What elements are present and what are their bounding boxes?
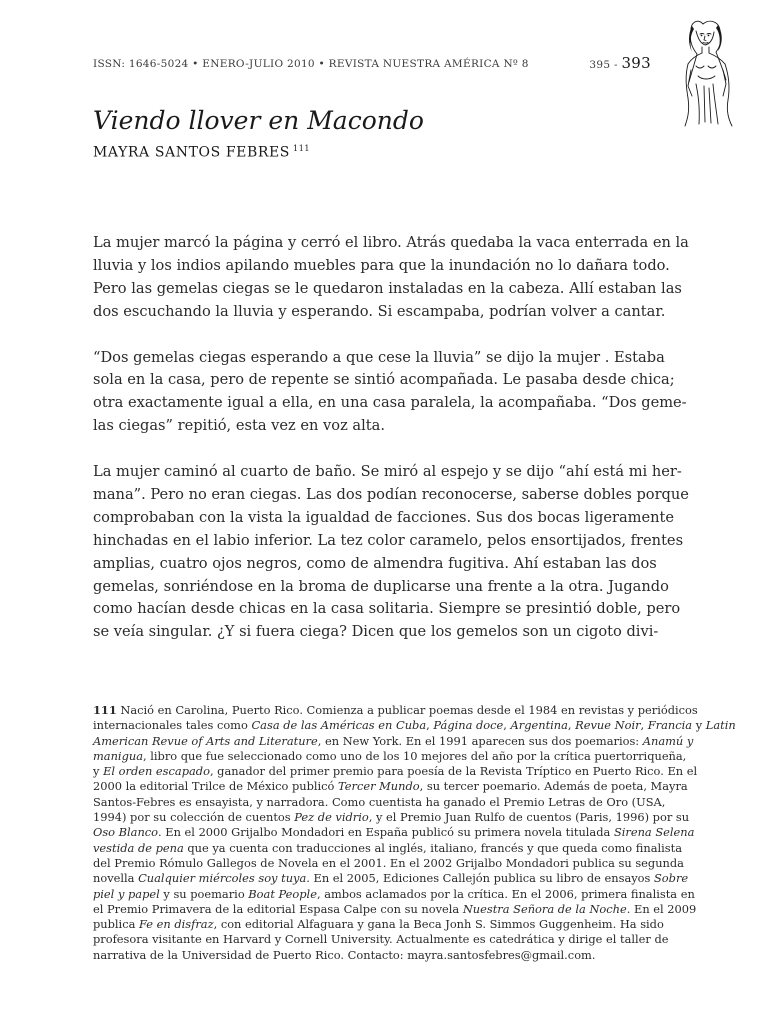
journal-info: ISSN: 1646-5024 • ENERO-JULIO 2010 • REVISTA NUESTRA AMÉRICA Nº 8	[93, 58, 529, 70]
footnote-number: 111	[93, 703, 117, 717]
text-line: lluvia y los indios apilando muebles para que la inundación no lo dañara todo.	[93, 256, 670, 274]
footnote-line: American Revue of Arts and Literature, en New York. En el 1991 aparecen sus dos poemarios: Anamú y	[93, 733, 694, 748]
text-line: mana”. Pero no eran ciegas. Las dos podían reconocerse, saberse dobles porque	[93, 485, 689, 503]
page-range: 395 -	[589, 59, 618, 71]
text-line: las ciegas” repitió, esta vez en voz alta.	[93, 417, 385, 435]
pen-drawing-of-woman-icon	[676, 14, 742, 130]
footnote-line: del Premio Rómulo Gallegos de Novela en el 2001. En el 2002 Grijalbo Mondadori publica su segunda	[93, 855, 684, 870]
footnote-line: 2000 la editorial Trilce de México publicó Tercer Mundo, su tercer poemario. Además de poeta, Mayra	[93, 779, 688, 794]
text-line: La mujer caminó al cuarto de baño. Se miró al espejo y se dijo “ahí está mi her-	[93, 463, 682, 481]
footnote-reference: 111	[293, 144, 311, 153]
footnote-line: Oso Blanco. En el 2000 Grijalbo Mondadori en España publicó su primera novela titulada Sirena Selena	[93, 825, 695, 840]
footnote-line: novella Cualquier miércoles soy tuya. En el 2005, Ediciones Callejón publica su libro de ensayos Sobre	[93, 871, 689, 886]
text-line: “Dos gemelas ciegas esperando a que cese la lluvia” se dijo la mujer . Estaba	[93, 348, 665, 366]
running-header	[93, 56, 653, 76]
text-line: hinchadas en el labio inferior. La tez color caramelo, pelos ensortijados, frentes	[93, 531, 684, 549]
footnote-line: y El orden escapado, ganador del primer premio para poesía de la Revista Tríptico en Puerto Rico. En el	[93, 764, 698, 779]
footnote-line: el Premio Primavera de la editorial Espasa Calpe con su novela Nuestra Señora de la Noche. En el 2009	[93, 901, 697, 916]
text-line: La mujer marcó la página y cerró el libro. Atrás quedaba la vaca enterrada en la	[93, 234, 689, 251]
text-line: sola en la casa, pero de repente se sintió acompañada. Le pasaba desde chica;	[93, 371, 675, 389]
page-number: 393	[621, 54, 651, 72]
text-line: se veía singular. ¿Y si fuera ciega? Dicen que los gemelos son un cigoto divi-	[93, 623, 659, 641]
body-paragraph	[93, 347, 687, 439]
body-paragraph	[93, 232, 689, 324]
article-body	[93, 232, 689, 667]
footnote-line: 1994) por su colección de cuentos Pez de vidrio, y el Premio Juan Rulfo de cuentos (Paris, 1996) por su	[93, 810, 690, 825]
footnote-line: vestida de pena que ya cuenta con traducciones al inglés, italiano, francés y que queda como finalista	[93, 840, 682, 855]
author-name: MAYRA SANTOS FEBRES	[93, 144, 291, 161]
body-paragraph	[93, 461, 689, 644]
footnote-line: narrativa de la Universidad de Puerto Rico. Contacto: mayra.santosfebres@gmail.com.	[93, 947, 596, 962]
footnote-line: internacionales tales como Casa de las Américas en Cuba, Página doce, Argentina, Revue Noir, Francia y Latin	[93, 718, 736, 733]
page-numbers	[589, 54, 651, 72]
footnote-line: manigua, libro que fue seleccionado como uno de los 10 mejores del año por la crítica puertorriqueña,	[93, 748, 687, 763]
footnote-line: Santos-Febres es ensayista, y narradora. Como cuentista ha ganado el Premio Letras de Oro (USA,	[93, 794, 666, 809]
footnote-line: 111 Nació en Carolina, Puerto Rico. Comienza a publicar poemas desde el 1984 en revistas y periódicos	[93, 703, 698, 717]
text-line: como hacían desde chicas en la casa solitaria. Siempre se presintió doble, pero	[93, 600, 681, 618]
text-line: gemelas, sonriéndose en la broma de duplicarse una frente a la otra. Jugando	[93, 577, 669, 595]
text-line: dos escuchando la lluvia y esperando. Si escampaba, podrían volver a cantar.	[93, 302, 666, 320]
text-line: amplias, cuatro ojos negros, como de almendra fugitiva. Ahí estaban las dos	[93, 554, 657, 572]
footnote-line: publica Fe en disfraz, con editorial Alfaguara y gana la Beca Jonh S. Simmos Guggenheim. Ha sido	[93, 917, 664, 932]
text-line: comprobaban con la vista la igualdad de facciones. Sus dos bocas ligeramente	[93, 508, 675, 526]
footnote-line: profesora visitante en Harvard y Cornell University. Actualmente es catedrática y dirige el taller de	[93, 932, 669, 947]
article-author	[93, 144, 310, 161]
text-line: otra exactamente igual a ella, en una casa paralela, la acompañaba. “Dos geme-	[93, 394, 687, 412]
footnote	[93, 703, 736, 963]
article-title: Viendo llover en Macondo	[93, 106, 424, 135]
text-line: Pero las gemelas ciegas se le quedaron instaladas en la cabeza. Allí estaban las	[93, 279, 682, 297]
footnote-text	[93, 703, 736, 963]
footnote-line: piel y papel y su poemario Boat People, ambos aclamados por la crítica. En el 2006, primera finalista en	[93, 886, 695, 901]
